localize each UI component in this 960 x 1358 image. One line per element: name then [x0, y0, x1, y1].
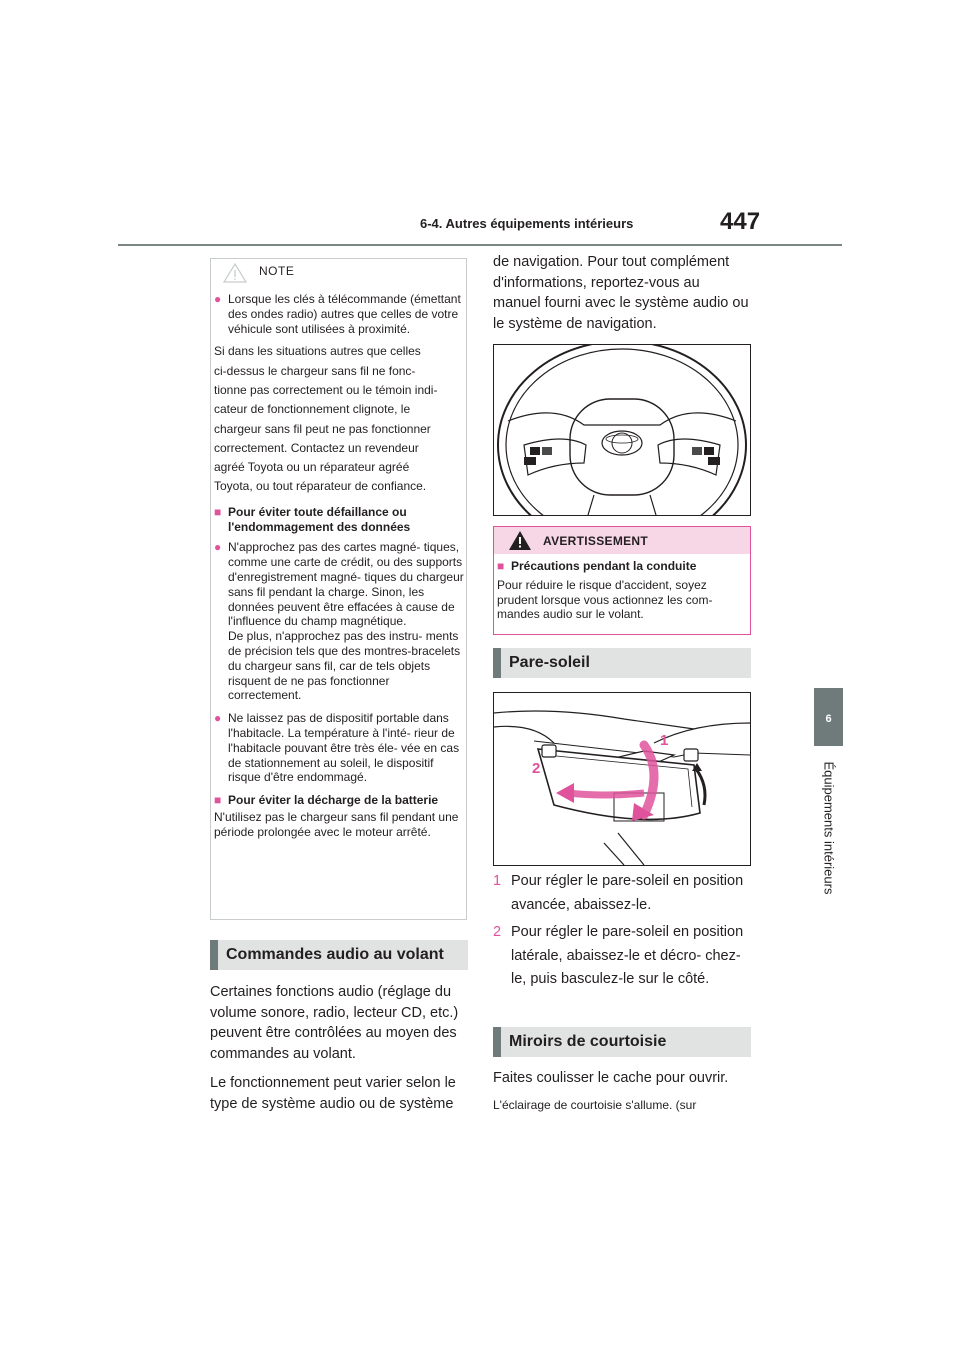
section-title: 6-4. Autres équipements intérieurs — [420, 216, 634, 231]
section-heading-mirrors: Miroirs de courtoisie — [493, 1027, 751, 1057]
mirror-text-2: L'éclairage de courtoisie s'allume. (sur — [493, 1098, 697, 1112]
warning-title: AVERTISSEMENT — [543, 534, 649, 548]
caution-triangle-icon — [222, 262, 248, 289]
note-bullet-3: ● Ne laissez pas de dispositif portable dans l'habitacle. La température à l'inté- rieur de l'habitacle pouvant être très éle- vée en cas de stationnement au soleil, le dispositif risque d'être endommagé. — [214, 711, 460, 785]
figure-label-1: 1 — [660, 732, 669, 749]
note-subheading-data: ■ Pour éviter toute défaillance ou l'endommagement des données — [214, 504, 411, 534]
section-heading-sunvisor: Pare-soleil — [493, 648, 751, 678]
step-2: 2 Pour régler le pare-soleil en position latérale, abaissez-le et décro- chez-le, puis basculez-le sur le côté. — [493, 924, 744, 987]
steering-wheel-figure — [493, 344, 751, 516]
section-heading-audio: Commandes audio au volant — [210, 940, 468, 970]
page-number: 447 — [720, 208, 761, 235]
note-title: NOTE — [259, 264, 295, 278]
figure-label-2: 2 — [532, 760, 541, 777]
square-bullet-icon: ■ — [214, 504, 222, 519]
warning-content: ■ Précautions pendant la conduite Pour réduire le risque d'accident, soyez prudent lorsque vous actionnez les com- mandes audio sur le volant. — [497, 559, 713, 622]
step-1: 1 Pour régler le pare-soleil en position avancée, abaissez-le. — [493, 873, 744, 913]
bullet-dot-icon: ● — [214, 540, 222, 555]
square-bullet-icon: ■ — [497, 559, 505, 573]
note-battery-text: N'utilisez pas le chargeur sans fil pendant une période prolongée avec le moteur arrêté. — [214, 809, 459, 839]
sunvisor-steps — [493, 870, 751, 992]
audio-text: Certaines fonctions audio (réglage du volume sonore, radio, lecteur CD, etc.) peuvent être contrôlées au moyen des commandes au volant. Le fonctionnement peut varier selon le type de système audio ou de système — [210, 984, 459, 1112]
square-bullet-icon: ■ — [214, 793, 222, 808]
note-bullet-1: ● Lorsque les clés à télécommande (émettant des ondes radio) autres que celles de votre véhicule sont utilisées à proximité. — [214, 292, 461, 336]
bullet-dot-icon: ● — [214, 711, 222, 726]
chapter-label: Équipements intérieurs — [821, 761, 837, 895]
note-bullet-2: ● N'approchez pas des cartes magné- tiques, comme une carte de crédit, ou des supports d'enregistrement magné- tiques du chargeur sans fil pendant la charge. Sinon, les données peuvent être effacées à cause de l'influence du champ magnétique. De plus, n'approchez pas des instru- ments de précision tels que des montres-bracelets du chargeur sans fil, car de tels objets risquent de ne pas fonctionner correctement. — [214, 540, 464, 703]
header-rule — [118, 244, 842, 246]
bullet-dot-icon: ● — [214, 292, 222, 306]
note-paragraph: Si dans les situations autres que celles ci-dessus le chargeur sans fil ne fonc- tionne pas correctement ou le témoin indi- cateur de fonctionnement clignote, le chargeur sans fil peut ne pas fonctionner correctement. Contactez un revendeur agréé Toyota ou un réparateur agréé Toyota, ou tout réparateur de confiance. — [214, 344, 438, 494]
audio-text-continued: de navigation. Pour tout complément d'informations, reportez-vous au manuel fourni avec le système audio ou le système de navigation. — [493, 254, 749, 332]
warning-triangle-icon — [508, 530, 532, 556]
note-content — [214, 292, 464, 840]
mirror-text-1: Faites coulisser le cache pour ouvrir. — [493, 1070, 729, 1086]
chapter-number: 6 — [825, 713, 832, 725]
sun-visor-figure — [493, 692, 751, 866]
note-subheading-battery: ■ Pour éviter la décharge de la batterie — [214, 793, 439, 808]
